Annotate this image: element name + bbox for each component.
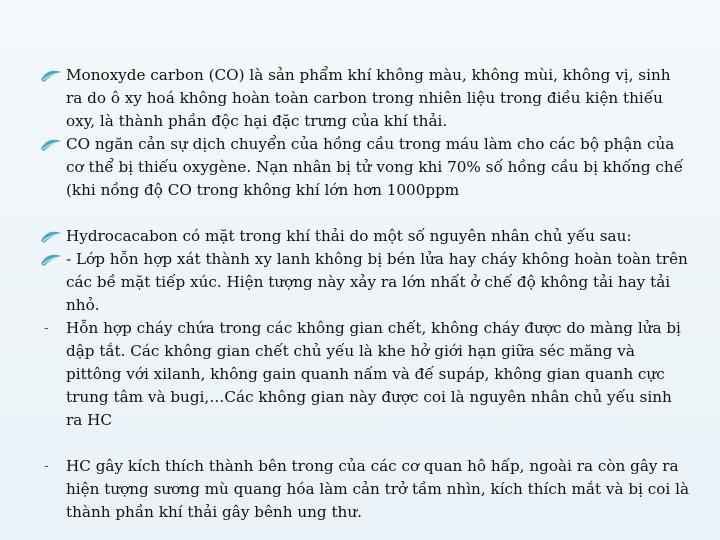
bullet-paragraph-co-effect	[40, 133, 690, 202]
paragraph-text: CO ngăn cản sự dịch chuyển của hồng cầu trong máu làm cho các bộ phận của cơ thể bị thiếu oxygène. Nạn nhân bị tử vong khi 70% số hồng cầu bị khống chế (khi nồng độ CO trong không khí lớn hơn 1000ppm	[66, 135, 684, 199]
paragraph-text: Hydrocacabon có mặt trong khí thải do một số nguyên nhân chủ yếu sau:	[66, 227, 632, 245]
spacer	[40, 202, 690, 225]
leaf-bullet-icon	[40, 64, 62, 87]
leaf-bullet-icon	[40, 225, 62, 248]
dash-paragraph-hc-health	[40, 455, 690, 524]
dash-marker: -	[44, 458, 49, 474]
dash-paragraph-dead-space	[40, 317, 690, 432]
paragraph-text: - Lớp hỗn hợp xát thành xy lanh không bị bén lửa hay cháy không hoàn toàn trên các bề mặt tiếp xúc. Hiện tượng này xảy ra lớn nhất ở chế độ không tải hay tải nhỏ.	[66, 250, 688, 314]
paragraph-text: Monoxyde carbon (CO) là sản phẩm khí không màu, không mùi, không vị, sinh ra do ô xy hoá không hoàn toàn carbon trong nhiên liệu trong điều kiện thiếu oxy, là thành phần độc hại đặc trưng của khí thải.	[66, 66, 671, 130]
spacer	[40, 432, 690, 455]
dash-marker: -	[44, 320, 49, 336]
leaf-bullet-icon	[40, 248, 62, 271]
paragraph-text: HC gây kích thích thành bên trong của các cơ quan hô hấp, ngoài ra còn gây ra hiện tượng sương mù quang hóa làm cản trở tầm nhìn, kích thích mắt và bị coi là thành phần khí thải gây bênh ung thư.	[66, 457, 690, 521]
bullet-paragraph-hc-causes	[40, 225, 690, 248]
paragraph-text: Hỗn hợp cháy chứa trong các không gian chết, không cháy được do màng lửa bị dập tắt. Các không gian chết chủ yếu là khe hở giới hạn giữa séc măng và pittông với xilanh, không gain quanh nấm và đế supáp, không gian quanh cực trung tâm và bugi,…Các không gian này được coi là nguyên nhân chủ yếu sinh ra HC	[66, 319, 681, 429]
slide-body	[40, 64, 690, 524]
bullet-paragraph-hc-layer	[40, 248, 690, 317]
leaf-bullet-icon	[40, 133, 62, 156]
bullet-paragraph-co-definition	[40, 64, 690, 133]
